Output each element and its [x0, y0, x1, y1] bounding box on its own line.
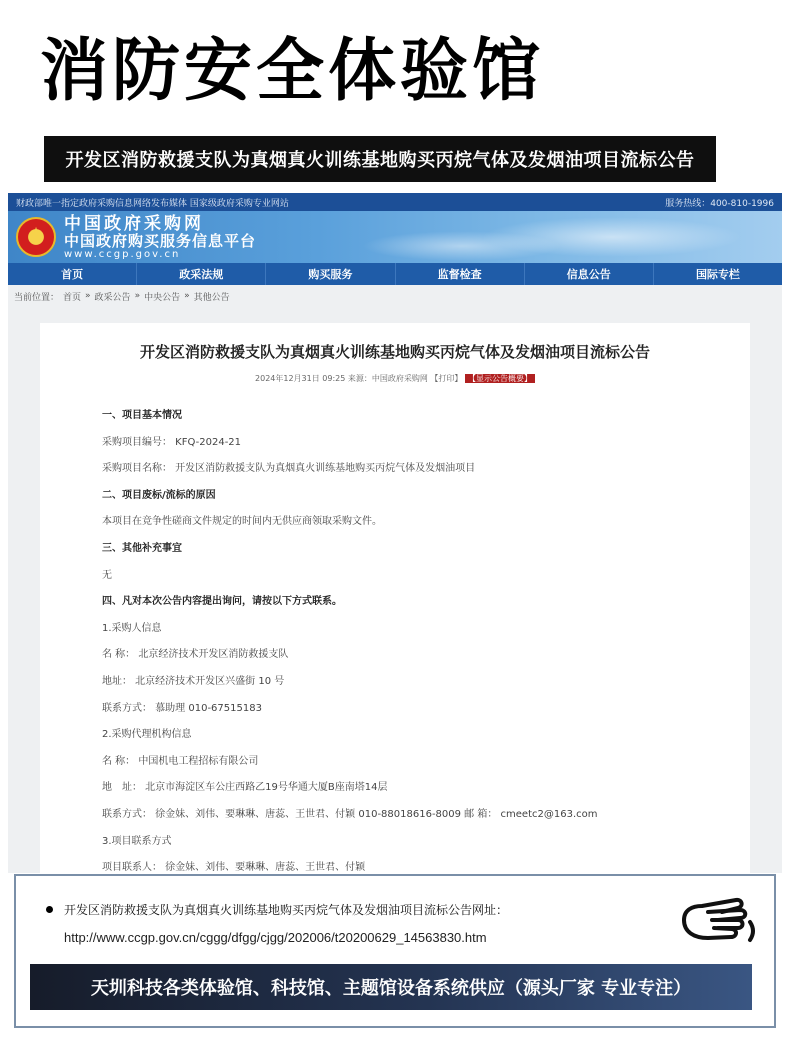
- notice-line: 名 称： 北京经济技术开发区消防救援支队: [102, 649, 289, 661]
- nav-purchase-services[interactable]: 购买服务: [266, 263, 395, 285]
- pointing-hand-icon: [678, 890, 758, 948]
- notice-meta-text: 2024年12月31日 09:25 来源：中国政府采购网 【打印】: [255, 374, 463, 383]
- page-title: 消防安全体验馆: [40, 32, 545, 111]
- notice-line: 地址： 北京经济技术开发区兴盛街 10 号: [102, 675, 285, 687]
- star-icon: ★: [29, 225, 43, 241]
- notice-meta: [40, 373, 750, 384]
- breadcrumb: [8, 285, 782, 307]
- notice-line: 名 称： 中国机电工程招标有限公司: [102, 755, 259, 767]
- breadcrumb-separator: »: [85, 291, 91, 301]
- notice-document: [40, 323, 750, 873]
- section-heading: 二、项目废标/流标的原因: [102, 489, 216, 501]
- banner-cloud: [362, 231, 562, 261]
- section-heading: 四、凡对本次公告内容提出询问，请按以下方式联系。: [102, 596, 342, 608]
- section-heading: 三、其他补充事宜: [102, 542, 182, 554]
- logo-platform: 中国政府购买服务信息平台: [64, 232, 257, 250]
- notice-body: [102, 403, 722, 873]
- site-top-strip: [8, 193, 782, 211]
- main-nav: [8, 263, 782, 285]
- logo-name: 中国政府采购网: [64, 214, 204, 234]
- notice-url-link[interactable]: http://www.ccgp.gov.cn/cggg/dfgg/cjgg/202006/t20200629_14563830.htm: [64, 930, 487, 945]
- notice-title: 开发区消防救援支队为真烟真火训练基地购买丙烷气体及发烟油项目流标公告: [139, 343, 650, 361]
- notice-line: 采购项目名称： 开发区消防救援支队为真烟真火训练基地购买丙烷气体及发烟油项目: [102, 463, 476, 475]
- show-summary-button[interactable]: 【显示公告概要】: [465, 374, 535, 383]
- embedded-website-screenshot: [8, 193, 782, 873]
- notice-line: 本项目在竞争性磋商文件规定的时间内无供应商领取采购文件。: [102, 516, 382, 528]
- site-banner: [8, 211, 782, 263]
- nav-supervision[interactable]: 监督检查: [396, 263, 525, 285]
- site-logo[interactable]: [64, 215, 256, 261]
- section-heading: 一、项目基本情况: [102, 410, 182, 421]
- nav-international[interactable]: 国际专栏: [695, 268, 740, 281]
- url-caption: 开发区消防救援支队为真烟真火训练基地购买丙烷气体及发烟油项目流标公告网址：: [64, 903, 509, 917]
- breadcrumb-other-notices[interactable]: 其他公告: [193, 292, 230, 303]
- notice-line: 采购项目编号： KFQ-2024-21: [102, 436, 242, 448]
- notice-line: 无: [102, 569, 112, 581]
- notice-line: 联系方式： 慕助理 010-67515183: [102, 702, 262, 714]
- notice-line: 项目联系人： 徐金妹、刘伟、要琳琳、唐蕊、王世君、付颖: [102, 862, 366, 873]
- breadcrumb-home[interactable]: 首页: [63, 292, 82, 303]
- notice-line: 地 址： 北京市海淀区车公庄西路乙19号华通大厦B座南塔14层: [102, 782, 388, 794]
- breadcrumb-separator: »: [184, 291, 190, 301]
- url-info-box: [14, 874, 776, 1028]
- nav-home[interactable]: 首页: [8, 263, 137, 285]
- nav-announcements[interactable]: 信息公告: [525, 263, 654, 285]
- notice-line: 2.采购代理机构信息: [102, 729, 192, 741]
- notice-line: 1.采购人信息: [102, 622, 162, 634]
- national-emblem-icon: [16, 217, 56, 257]
- bullet-icon: [46, 906, 53, 913]
- nav-regulations[interactable]: 政采法规: [137, 263, 266, 285]
- breadcrumb-central-notices[interactable]: 中央公告: [144, 292, 181, 303]
- breadcrumb-procurement-notices[interactable]: 政采公告: [94, 292, 131, 303]
- breadcrumb-label: 当前位置：: [14, 292, 60, 303]
- notice-line: 3.项目联系方式: [102, 835, 172, 847]
- logo-url: www.ccgp.gov.cn: [64, 249, 181, 260]
- notice-line: 联系方式： 徐金妹、刘伟、要琳琳、唐蕊、王世君、付颖 010-88018616-8009 邮 箱： cmeetc2@163.com: [102, 808, 598, 820]
- company-slogan-banner: 天圳科技各类体验馆、科技馆、主题馆设备系统供应（源头厂家 专业专注）: [30, 964, 752, 1010]
- breadcrumb-separator: »: [134, 291, 141, 301]
- service-hotline: 服务热线：400-810-1996: [665, 198, 774, 209]
- site-tagline: 财政部唯一指定政府采购信息网络发布媒体 国家级政府采购专业网站: [16, 198, 289, 209]
- notice-subtitle-banner: 开发区消防救援支队为真烟真火训练基地购买丙烷气体及发烟油项目流标公告: [44, 136, 716, 182]
